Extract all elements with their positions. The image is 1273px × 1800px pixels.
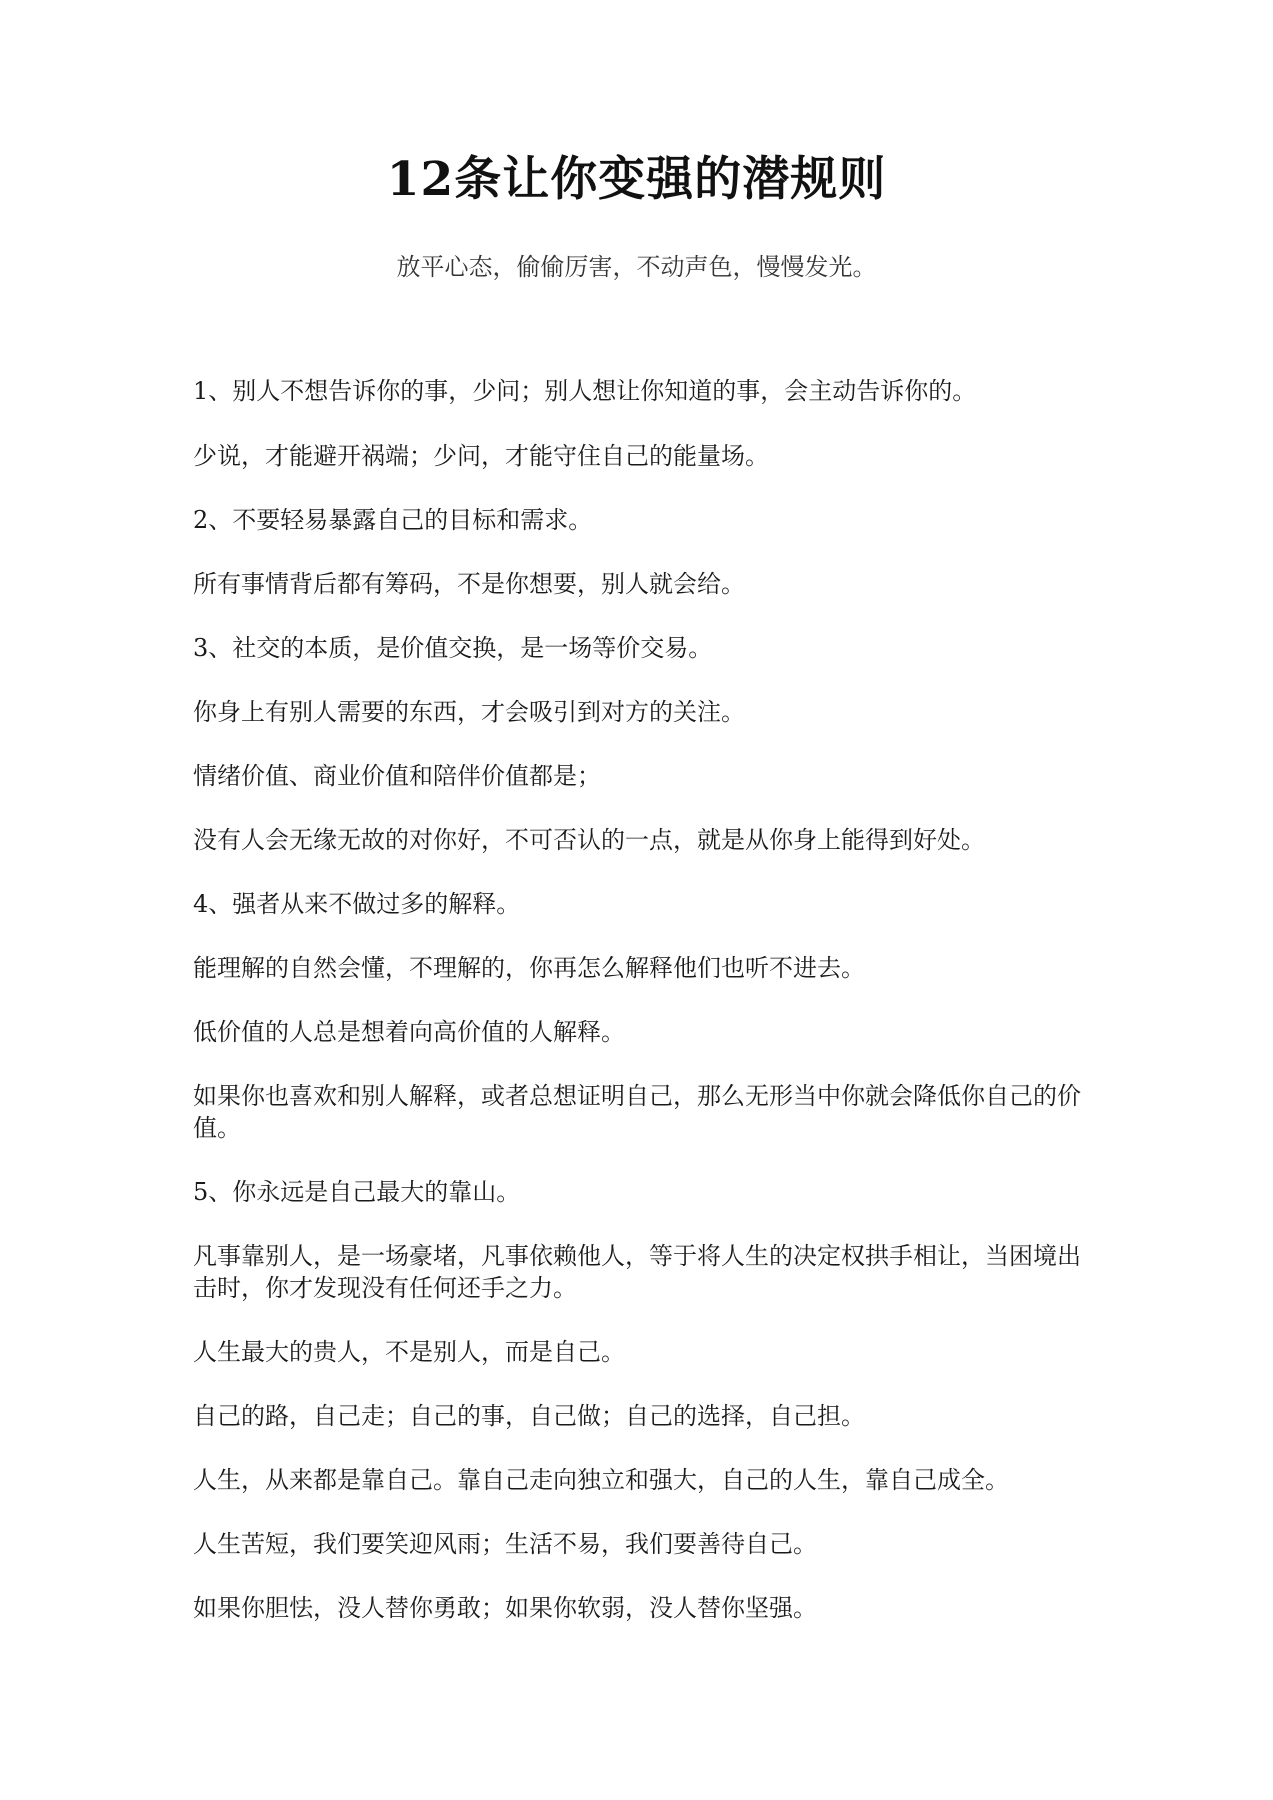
paragraph: 4、强者从来不做过多的解释。 [193, 890, 521, 918]
paragraph: 没有人会无缘无故的对你好，不可否认的一点，就是从你身上能得到好处。 [193, 826, 985, 854]
paragraph: 低价值的人总是想着向高价值的人解释。 [193, 1018, 625, 1046]
paragraph: 你身上有别人需要的东西，才会吸引到对方的关注。 [193, 698, 745, 726]
page-title: 12条让你变强的潜规则 [386, 152, 887, 207]
paragraph: 人生苦短，我们要笑迎风雨；生活不易，我们要善待自己。 [193, 1530, 817, 1558]
paragraph: 1、别人不想告诉你的事，少问；别人想让你知道的事，会主动告诉你的。 [193, 377, 977, 405]
paragraph: 能理解的自然会懂，不理解的，你再怎么解释他们也听不进去。 [193, 954, 865, 982]
page-subtitle: 放平心态，偷偷厉害，不动声色，慢慢发光。 [396, 253, 877, 281]
paragraph: 5、你永远是自己最大的靠山。 [193, 1178, 521, 1206]
paragraph: 人生最大的贵人，不是别人，而是自己。 [193, 1338, 625, 1366]
paragraph: 凡事靠别人，是一场豪堵，凡事依赖他人，等于将人生的决定权拱手相让，当困境出击时，你才发现没有任何还手之力。 [193, 1242, 1081, 1302]
paragraph: 少说，才能避开祸端；少问，才能守住自己的能量场。 [193, 442, 769, 470]
paragraph: 自己的路，自己走；自己的事，自己做；自己的选择，自己担。 [193, 1402, 865, 1430]
paragraph: 情绪价值、商业价值和陪伴价值都是； [193, 762, 601, 790]
paragraph: 如果你也喜欢和别人解释，或者总想证明自己，那么无形当中你就会降低你自己的价值。 [193, 1082, 1081, 1142]
paragraph: 人生，从来都是靠自己。靠自己走向独立和强大，自己的人生，靠自己成全。 [193, 1466, 1009, 1494]
paragraph: 3、社交的本质，是价值交换，是一场等价交易。 [193, 634, 713, 662]
paragraph: 所有事情背后都有筹码，不是你想要，别人就会给。 [193, 570, 745, 598]
paragraph: 2、不要轻易暴露自己的目标和需求。 [193, 506, 593, 534]
paragraph: 如果你胆怯，没人替你勇敢；如果你软弱，没人替你坚强。 [193, 1594, 817, 1622]
document-body [193, 375, 1093, 1624]
